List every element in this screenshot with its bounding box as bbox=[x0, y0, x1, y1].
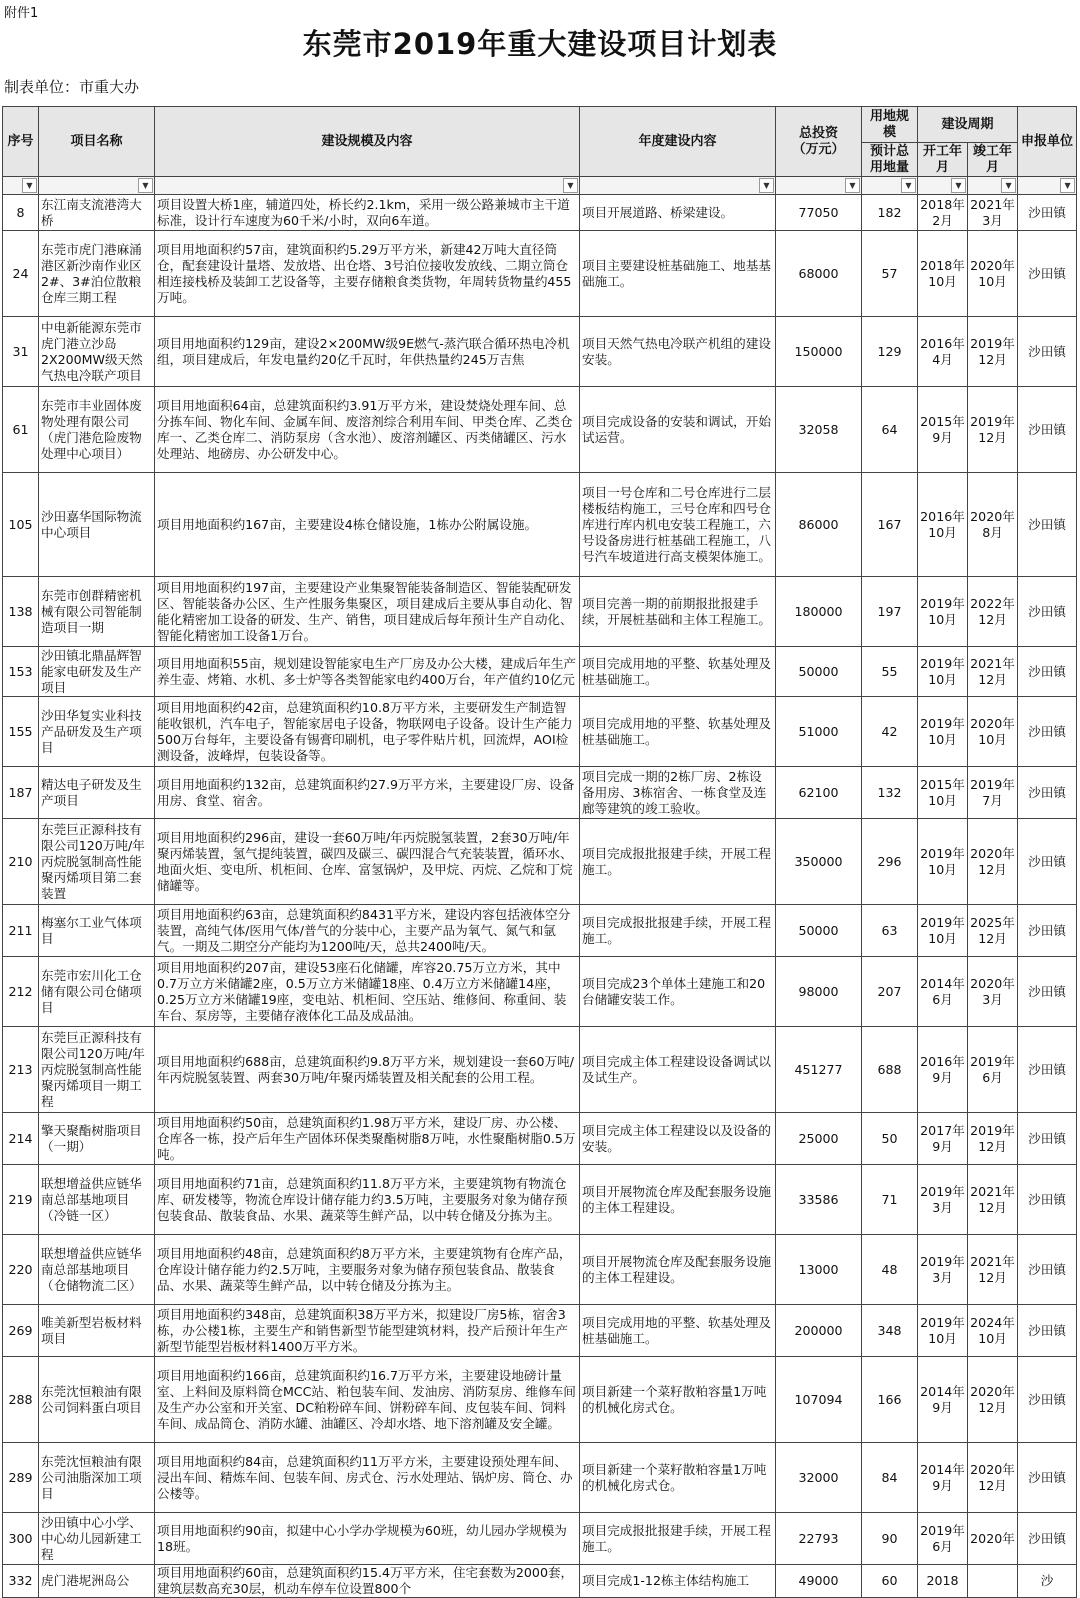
project-name: 擎天聚酯树脂项目（一期） bbox=[39, 1113, 155, 1165]
scale-content: 项目用地面积约132亩，总建筑面积约27.9万平方米，主要建设厂房、设备用房、食堂、宿舍。 bbox=[155, 767, 580, 819]
land-area: 132 bbox=[862, 767, 918, 819]
filter-dropdown-icon[interactable]: ▼ bbox=[138, 178, 153, 193]
total-investment: 98000 bbox=[776, 957, 862, 1027]
start-date: 2019年10月 bbox=[918, 819, 968, 905]
land-area: 90 bbox=[862, 1513, 918, 1565]
start-date: 2019年10月 bbox=[918, 697, 968, 767]
row-number: 288 bbox=[3, 1357, 39, 1443]
header-invest: 总投资 （万元） bbox=[776, 107, 862, 177]
table-row bbox=[3, 905, 1077, 957]
scale-content: 项目用地面积约71亩，总建筑面积约11.8万平方米，主要建筑物有物流仓库、研发楼等，物流仓库设计储存能力约3.5万吨，主要服务对象为储存预包装食品、散装食品、水果、蔬菜等生鲜产品，以中转仓储及分拣为主。 bbox=[155, 1165, 580, 1235]
table-row bbox=[3, 1305, 1077, 1357]
start-date: 2015年9月 bbox=[918, 387, 968, 473]
row-number: 210 bbox=[3, 819, 39, 905]
row-number: 8 bbox=[3, 195, 39, 231]
header-no: 序号 bbox=[3, 107, 39, 177]
start-date: 2016年4月 bbox=[918, 317, 968, 387]
annual-content: 项目天然气热电冷联产机组的建设安装。 bbox=[580, 317, 776, 387]
total-investment: 150000 bbox=[776, 317, 862, 387]
row-number: 61 bbox=[3, 387, 39, 473]
land-area: 166 bbox=[862, 1357, 918, 1443]
annual-content: 项目开展物流仓库及配套服务设施的主体工程建设。 bbox=[580, 1235, 776, 1305]
scale-content: 项目用地面积约197亩，主要建设产业集聚智能装备制造区、智能装配研发区、智能装备办公区、生产性服务集聚区，项目建成后主要从事自动化、智能化精密加工设备的研发、生产、销售，项目建成后每年预计生产自动化、智能化精密加工设备1万台。 bbox=[155, 577, 580, 647]
header-name: 项目名称 bbox=[39, 107, 155, 177]
total-investment: 51000 bbox=[776, 697, 862, 767]
applicant-unit: 沙田镇 bbox=[1018, 1443, 1077, 1513]
filter-dropdown-icon[interactable]: ▼ bbox=[563, 178, 578, 193]
table-row bbox=[3, 577, 1077, 647]
end-date: 2021年12月 bbox=[968, 1235, 1018, 1305]
scale-content: 项目用地面积约48亩，总建筑面积约8万平方米，主要建筑物有仓库产品，仓库设计储存能力约2.5万吨，主要服务对象为储存预包装食品、散装食品、水果、蔬菜等生鲜产品，以中转仓储及分拣为主。 bbox=[155, 1235, 580, 1305]
scale-content: 项目用地面积约166亩，总建筑面积约16.7万平方米，主要建设地磅计量室、上料间及原料筒仓MCC站、粕包装车间、发油房、消防泵房、维修车间及生产办公室和开关室、DC粕粉碎车间、饼粉碎车间、皮包装车间、饲料车间、成品筒仓、消防水罐、油罐区、冷却水塔、地下溶剂罐及安全罐。 bbox=[155, 1357, 580, 1443]
end-date: 2025年12月 bbox=[968, 905, 1018, 957]
total-investment: 22793 bbox=[776, 1513, 862, 1565]
start-date: 2019年3月 bbox=[918, 1165, 968, 1235]
scale-content: 项目用地面积约348亩，总建筑面积38万平方米，拟建设厂房5栋，宿舍3栋，办公楼1栋，主要生产和销售新型节能型建筑材料，投产后预计年生产新型节能型岩板材料1400万平方米。 bbox=[155, 1305, 580, 1357]
land-area: 207 bbox=[862, 957, 918, 1027]
project-name: 联想增益供应链华南总部基地项目（仓储物流二区） bbox=[39, 1235, 155, 1305]
end-date: 2021年3月 bbox=[968, 195, 1018, 231]
annual-content: 项目完成1-12栋主体结构施工 bbox=[580, 1565, 776, 1598]
total-investment: 107094 bbox=[776, 1357, 862, 1443]
annual-content: 项目主要建设桩基础施工、地基基础施工。 bbox=[580, 231, 776, 317]
annual-content: 项目开展道路、桥梁建设。 bbox=[580, 195, 776, 231]
applicant-unit: 沙田镇 bbox=[1018, 577, 1077, 647]
end-date: 2020年12月 bbox=[968, 1443, 1018, 1513]
scale-content: 项目用地面积约63亩，总建筑面积约8431平方米，建设内容包括液体空分装置，高纯气体/医用气体/普气的分装中心，主要产品为氧气、氮气和氩气。一期及二期空分产能均为1200吨/天，总共2400吨/天。 bbox=[155, 905, 580, 957]
header-annual: 年度建设内容 bbox=[580, 107, 776, 177]
row-number: 31 bbox=[3, 317, 39, 387]
end-date: 2019年6月 bbox=[968, 1027, 1018, 1113]
project-name: 东莞市丰业固体废物处理有限公司（虎门港危险废物处理中心项目） bbox=[39, 387, 155, 473]
table-row bbox=[3, 1443, 1077, 1513]
annual-content: 项目完成报批报建手续，开展工程施工。 bbox=[580, 905, 776, 957]
filter-row bbox=[3, 177, 1077, 195]
applicant-unit: 沙田镇 bbox=[1018, 957, 1077, 1027]
land-area: 64 bbox=[862, 387, 918, 473]
end-date: 2019年12月 bbox=[968, 387, 1018, 473]
scale-content: 项目用地面积约207亩，建设53座石化储罐，库容20.75万立方米，其中0.7万立方米储罐2座，0.5万立方米储罐18座、0.4万立方米储罐14座，0.25万立方米储罐19座，变电站、机柜间、空压站、维修间、称重间、装车台、泵房等，主要储存液体化工品及成品油。 bbox=[155, 957, 580, 1027]
annual-content: 项目完成报批报建手续，开展工程施工。 bbox=[580, 819, 776, 905]
header-period: 建设周期 bbox=[918, 107, 1018, 143]
start-date: 2019年6月 bbox=[918, 1513, 968, 1565]
scale-content: 项目用地面积55亩，规划建设智能家电生产厂房及办公大楼，建成后年生产养生壶、烤箱、水机、多士炉等各类智能家电约400万台，年产值约10亿元 bbox=[155, 647, 580, 697]
land-area: 182 bbox=[862, 195, 918, 231]
total-investment: 77050 bbox=[776, 195, 862, 231]
project-name: 东莞市宏川化工仓储有限公司仓储项目 bbox=[39, 957, 155, 1027]
start-date: 2016年9月 bbox=[918, 1027, 968, 1113]
land-area: 71 bbox=[862, 1165, 918, 1235]
end-date: 2019年12月 bbox=[968, 1113, 1018, 1165]
project-name: 唯美新型岩板材料项目 bbox=[39, 1305, 155, 1357]
end-date: 2020年12月 bbox=[968, 1357, 1018, 1443]
row-number: 155 bbox=[3, 697, 39, 767]
table-row bbox=[3, 647, 1077, 697]
total-investment: 350000 bbox=[776, 819, 862, 905]
land-area: 688 bbox=[862, 1027, 918, 1113]
filter-dropdown-icon[interactable]: ▼ bbox=[1001, 178, 1016, 193]
project-name: 东莞市创群精密机械有限公司智能制造项目一期 bbox=[39, 577, 155, 647]
applicant-unit: 沙田镇 bbox=[1018, 1235, 1077, 1305]
scale-content: 项目用地面积约60亩，总建筑面积约15.4万平方米，住宅套数为2000套，建筑层数高充30层，机动车停车位设置800个 bbox=[155, 1565, 580, 1598]
annual-content: 项目一号仓库和二号仓库进行二层楼板结构施工，三号仓库和四号仓库进行库内机电安装工程施工，六号设备房进行桩基础工程施工，八号汽车坡道进行高支模架体施工。 bbox=[580, 473, 776, 577]
end-date: 2020年 bbox=[968, 1513, 1018, 1565]
annual-content: 项目完成用地的平整、软基处理及桩基础施工。 bbox=[580, 697, 776, 767]
end-date: 2020年3月 bbox=[968, 957, 1018, 1027]
scale-content: 项目用地面积约50亩，总建筑面积约1.98万平方米，建设厂房、办公楼、仓库各一栋，投产后年生产固体环保类聚酯树脂8万吨，水性聚酯树脂0.5万吨。 bbox=[155, 1113, 580, 1165]
land-area: 55 bbox=[862, 647, 918, 697]
start-date: 2016年10月 bbox=[918, 473, 968, 577]
start-date: 2014年9月 bbox=[918, 1357, 968, 1443]
land-area: 57 bbox=[862, 231, 918, 317]
total-investment: 50000 bbox=[776, 905, 862, 957]
table-row bbox=[3, 1027, 1077, 1113]
project-name: 东莞沈恒粮油有限公司油脂深加工项目 bbox=[39, 1443, 155, 1513]
row-number: 212 bbox=[3, 957, 39, 1027]
end-date: 2022年12月 bbox=[968, 577, 1018, 647]
scale-content: 项目设置大桥1座，辅道四处，桥长约2.1km，采用一级公路兼城市主干道标准，设计行车速度为60千米/小时，双向6车道。 bbox=[155, 195, 580, 231]
end-date: 2019年7月 bbox=[968, 767, 1018, 819]
applicant-unit: 沙田镇 bbox=[1018, 1165, 1077, 1235]
start-date: 2019年10月 bbox=[918, 647, 968, 697]
table-row bbox=[3, 1165, 1077, 1235]
land-area: 197 bbox=[862, 577, 918, 647]
applicant-unit: 沙田镇 bbox=[1018, 1357, 1077, 1443]
table-row bbox=[3, 195, 1077, 231]
total-investment: 32058 bbox=[776, 387, 862, 473]
annual-content: 项目完成用地的平整、软基处理及桩基础施工。 bbox=[580, 647, 776, 697]
table-row bbox=[3, 697, 1077, 767]
row-number: 269 bbox=[3, 1305, 39, 1357]
row-number: 220 bbox=[3, 1235, 39, 1305]
table-row bbox=[3, 231, 1077, 317]
header-applicant: 申报单位 bbox=[1018, 107, 1077, 177]
row-number: 219 bbox=[3, 1165, 39, 1235]
annual-content: 项目完成用地的平整、软基处理及桩基础施工。 bbox=[580, 1305, 776, 1357]
table-row bbox=[3, 473, 1077, 577]
land-area: 60 bbox=[862, 1565, 918, 1598]
end-date: 2021年12月 bbox=[968, 647, 1018, 697]
row-number: 211 bbox=[3, 905, 39, 957]
start-date: 2014年6月 bbox=[918, 957, 968, 1027]
start-date: 2019年10月 bbox=[918, 905, 968, 957]
project-name: 沙田镇北鼎晶辉智能家电研发及生产项目 bbox=[39, 647, 155, 697]
start-date: 2014年9月 bbox=[918, 1443, 968, 1513]
table-row bbox=[3, 1513, 1077, 1565]
scale-content: 项目用地面积约296亩，建设一套60万吨/年丙烷脱氢装置，2套30万吨/年聚丙烯装置，氢气提纯装置，碳四及碳三、碳四混合气充装装置，循环水、地面火炬、变电所、机柜间、仓库、富氢锅炉，及甲烷、丙烷、乙烷和丁烷储罐等。 bbox=[155, 819, 580, 905]
table-row bbox=[3, 317, 1077, 387]
scale-content: 项目用地面积约42亩，总建筑面积约10.8万平方米，主要研发生产制造智能收银机，汽车电子，智能家居电子设备，物联网电子设备。设计生产能力500万台每年，主要设备有锡膏印刷机，电子零件贴片机，回流焊，AOI检测设备，波峰焊，包装设备等。 bbox=[155, 697, 580, 767]
page-title: 东莞市2019年重大建设项目计划表 bbox=[302, 27, 778, 61]
annual-content: 项目新建一个菜籽散粕容量1万吨的机械化房式仓。 bbox=[580, 1443, 776, 1513]
total-investment: 68000 bbox=[776, 231, 862, 317]
annual-content: 项目完成报批报建手续，开展工程施工。 bbox=[580, 1513, 776, 1565]
land-area: 63 bbox=[862, 905, 918, 957]
header-start: 开工年月 bbox=[918, 143, 968, 177]
total-investment: 180000 bbox=[776, 577, 862, 647]
row-number: 214 bbox=[3, 1113, 39, 1165]
row-number: 153 bbox=[3, 647, 39, 697]
applicant-unit: 沙田镇 bbox=[1018, 767, 1077, 819]
total-investment: 62100 bbox=[776, 767, 862, 819]
table-row bbox=[3, 1357, 1077, 1443]
project-name: 精达电子研发及生产项目 bbox=[39, 767, 155, 819]
row-number: 105 bbox=[3, 473, 39, 577]
land-area: 50 bbox=[862, 1113, 918, 1165]
row-number: 332 bbox=[3, 1565, 39, 1598]
end-date: 2021年12月 bbox=[968, 1165, 1018, 1235]
applicant-unit: 沙田镇 bbox=[1018, 317, 1077, 387]
applicant-unit: 沙田镇 bbox=[1018, 1305, 1077, 1357]
total-investment: 13000 bbox=[776, 1235, 862, 1305]
applicant-unit: 沙田镇 bbox=[1018, 473, 1077, 577]
project-table bbox=[2, 106, 1077, 1598]
applicant-unit: 沙田镇 bbox=[1018, 387, 1077, 473]
end-date: 2019年12月 bbox=[968, 317, 1018, 387]
table-row bbox=[3, 1565, 1077, 1598]
start-date: 2019年10月 bbox=[918, 1305, 968, 1357]
project-name: 东莞巨正源科技有限公司120万吨/年丙烷脱氢制高性能聚丙烯项目第二套装置 bbox=[39, 819, 155, 905]
annual-content: 项目完善一期的前期报批报建手续，开展桩基础和主体工程施工。 bbox=[580, 577, 776, 647]
start-date: 2018年10月 bbox=[918, 231, 968, 317]
end-date: 2020年10月 bbox=[968, 697, 1018, 767]
filter-active-icon[interactable]: ▼ bbox=[1060, 178, 1075, 193]
total-investment: 50000 bbox=[776, 647, 862, 697]
table-row bbox=[3, 819, 1077, 905]
header-land-sub: 预计总用地量 bbox=[862, 143, 918, 177]
filter-dropdown-icon[interactable]: ▼ bbox=[845, 178, 860, 193]
row-number: 213 bbox=[3, 1027, 39, 1113]
start-date: 2019年3月 bbox=[918, 1235, 968, 1305]
start-date: 2017年9月 bbox=[918, 1113, 968, 1165]
row-number: 138 bbox=[3, 577, 39, 647]
start-date: 2018年2月 bbox=[918, 195, 968, 231]
end-date: 2020年12月 bbox=[968, 819, 1018, 905]
total-investment: 451277 bbox=[776, 1027, 862, 1113]
land-area: 348 bbox=[862, 1305, 918, 1357]
land-area: 167 bbox=[862, 473, 918, 577]
annual-content: 项目完成主体工程建设设备调试以及试生产。 bbox=[580, 1027, 776, 1113]
applicant-unit: 沙田镇 bbox=[1018, 819, 1077, 905]
header-scale: 建设规模及内容 bbox=[155, 107, 580, 177]
scale-content: 项目用地面积约84亩，总建筑面积约11万平方米，主要建设预处理车间、浸出车间、精炼车间、包装车间、房式仓、污水处理站、锅炉房、筒仓、办公楼等。 bbox=[155, 1443, 580, 1513]
end-date: 2020年10月 bbox=[968, 231, 1018, 317]
table-row bbox=[3, 387, 1077, 473]
filter-dropdown-icon[interactable]: ▼ bbox=[951, 178, 966, 193]
scale-content: 项目用地面积约167亩，主要建设4栋仓储设施，1栋办公附属设施。 bbox=[155, 473, 580, 577]
project-name: 沙田华复实业科技产品研发及生产项目 bbox=[39, 697, 155, 767]
scale-content: 项目用地面积约129亩，建设2×200MW级9E燃气-蒸汽联合循环热电冷机组，项目建成后，年发电量约20亿千瓦时，年供热量约245万吉焦 bbox=[155, 317, 580, 387]
total-investment: 32000 bbox=[776, 1443, 862, 1513]
total-investment: 200000 bbox=[776, 1305, 862, 1357]
row-number: 187 bbox=[3, 767, 39, 819]
project-name: 东莞市虎门港麻涌港区新沙南作业区2#、3#泊位散粮仓库三期工程 bbox=[39, 231, 155, 317]
row-number: 300 bbox=[3, 1513, 39, 1565]
row-number: 24 bbox=[3, 231, 39, 317]
annual-content: 项目完成主体工程建设以及设备的安装。 bbox=[580, 1113, 776, 1165]
end-date: 2024年10月 bbox=[968, 1305, 1018, 1357]
land-area: 84 bbox=[862, 1443, 918, 1513]
issuing-unit: 制表单位：市重大办 bbox=[4, 78, 140, 96]
land-area: 48 bbox=[862, 1235, 918, 1305]
scale-content: 项目用地面积64亩，总建筑面积约3.91万平方米，建设焚烧处理车间、总分拣车间、物化车间、金属车间、废溶剂综合利用车间、甲类仓库、乙类仓库一、乙类仓库二、消防泵房（含水池）、废溶剂罐区、丙类储罐区、污水处理站、地磅房、办公研发中心。 bbox=[155, 387, 580, 473]
applicant-unit: 沙田镇 bbox=[1018, 195, 1077, 231]
filter-dropdown-icon[interactable]: ▼ bbox=[901, 178, 916, 193]
scale-content: 项目用地面积约688亩，总建筑面积约9.8万平方米，规划建设一套60万吨/年丙烷脱氢装置、两套30万吨/年聚丙烯装置及相关配套的公用工程。 bbox=[155, 1027, 580, 1113]
filter-dropdown-icon[interactable]: ▼ bbox=[22, 178, 37, 193]
row-number: 289 bbox=[3, 1443, 39, 1513]
project-name: 联想增益供应链华南总部基地项目（冷链一区） bbox=[39, 1165, 155, 1235]
filter-dropdown-icon[interactable]: ▼ bbox=[759, 178, 774, 193]
table-row bbox=[3, 767, 1077, 819]
annual-content: 项目完成23个单体土建施工和20台储罐安装工作。 bbox=[580, 957, 776, 1027]
annual-content: 项目完成一期的2栋厂房、2栋设备用房、3栋宿舍、一栋食堂及连廊等建筑的竣工验收。 bbox=[580, 767, 776, 819]
land-area: 42 bbox=[862, 697, 918, 767]
project-name: 沙田嘉华国际物流中心项目 bbox=[39, 473, 155, 577]
applicant-unit: 沙田镇 bbox=[1018, 231, 1077, 317]
table-row bbox=[3, 1235, 1077, 1305]
annual-content: 项目开展物流仓库及配套服务设施的主体工程建设。 bbox=[580, 1165, 776, 1235]
attachment-label: 附件1 bbox=[4, 6, 39, 21]
scale-content: 项目用地面积约57亩，建筑面积约5.29万平方米，新建42万吨大直径筒仓，配套建设计量塔、发放塔、出仓塔、3号泊位接收发放线、二期立筒仓相连接栈桥及装卸工艺设备等，主要存储粮食类货物，年周转货物量约455万吨。 bbox=[155, 231, 580, 317]
project-name: 东莞巨正源科技有限公司120万吨/年丙烷脱氢制高性能聚丙烯项目一期工程 bbox=[39, 1027, 155, 1113]
project-name: 东江南支流港湾大桥 bbox=[39, 195, 155, 231]
annual-content: 项目完成设备的安装和调试，开始试运营。 bbox=[580, 387, 776, 473]
land-area: 296 bbox=[862, 819, 918, 905]
applicant-unit: 沙田镇 bbox=[1018, 697, 1077, 767]
project-name: 梅塞尔工业气体项目 bbox=[39, 905, 155, 957]
project-name: 虎门港坭洲岛公 bbox=[39, 1565, 155, 1598]
start-date: 2018 bbox=[918, 1565, 968, 1598]
land-area: 129 bbox=[862, 317, 918, 387]
applicant-unit: 沙 bbox=[1018, 1565, 1077, 1598]
total-investment: 49000 bbox=[776, 1565, 862, 1598]
start-date: 2015年10月 bbox=[918, 767, 968, 819]
scale-content: 项目用地面积约90亩，拟建中心小学办学规模为60班，幼儿园办学规模为18班。 bbox=[155, 1513, 580, 1565]
applicant-unit: 沙田镇 bbox=[1018, 905, 1077, 957]
start-date: 2019年10月 bbox=[918, 577, 968, 647]
end-date: 2020年8月 bbox=[968, 473, 1018, 577]
project-name: 中电新能源东莞市虎门港立沙岛2X200MW级天然气热电冷联产项目 bbox=[39, 317, 155, 387]
table-row bbox=[3, 1113, 1077, 1165]
applicant-unit: 沙田镇 bbox=[1018, 1513, 1077, 1565]
total-investment: 86000 bbox=[776, 473, 862, 577]
applicant-unit: 沙田镇 bbox=[1018, 1113, 1077, 1165]
header-land: 用地规模 bbox=[862, 107, 918, 143]
total-investment: 25000 bbox=[776, 1113, 862, 1165]
annual-content: 项目新建一个菜籽散粕容量1万吨的机械化房式仓。 bbox=[580, 1357, 776, 1443]
project-name: 东莞沈恒粮油有限公司饲料蛋白项目 bbox=[39, 1357, 155, 1443]
applicant-unit: 沙田镇 bbox=[1018, 647, 1077, 697]
header-end: 竣工年月 bbox=[968, 143, 1018, 177]
project-name: 沙田镇中心小学、中心幼儿园新建工程 bbox=[39, 1513, 155, 1565]
total-investment: 33586 bbox=[776, 1165, 862, 1235]
table-row bbox=[3, 957, 1077, 1027]
applicant-unit: 沙田镇 bbox=[1018, 1027, 1077, 1113]
end-date bbox=[968, 1565, 1018, 1598]
